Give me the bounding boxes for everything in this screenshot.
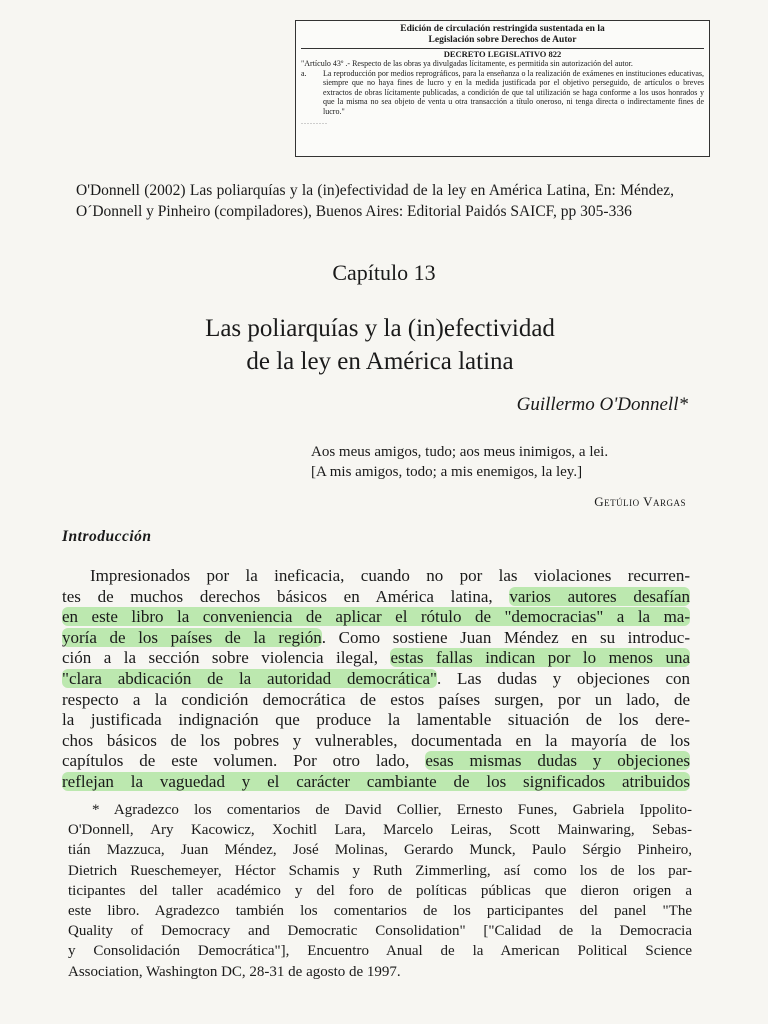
title-line-2: de la ley en América latina	[246, 348, 514, 375]
footnote-line: y Consolidación Democrática"], Encuentro Anual de la American Political Science	[68, 943, 692, 960]
text-line	[62, 772, 690, 793]
footnote-line: Dietrich Rueschemeyer, Héctor Schamis y Ruth Zimmerling, así como los de los par-	[68, 862, 692, 879]
chapter-number: Capítulo 13	[332, 260, 436, 285]
title-line-1: Las poliarquías y la (in)efectividad	[205, 315, 555, 342]
footnote	[68, 800, 692, 982]
footnote-line: * Agradezco los comentarios de David Collier, Ernesto Funes, Gabriela Ippolito-	[92, 802, 692, 818]
footnote-line: tián Mazzuca, Juan Méndez, José Molinas, Gerardo Munck, Paulo Sérgio Pinheiro,	[68, 842, 692, 859]
bibliographic-citation: O'Donnell (2002) Las poliarquías y la (in)efectividad de la ley en América Latina, En: Méndez, O´Donnell y Pinheiro (compiladores), Buenos Aires: Editorial Paidós SAICF, pp 305-336	[76, 182, 674, 220]
highlighted-text: yoría de los países de la región	[62, 627, 322, 647]
notice-heading-1: Edición de circulación restringida sustentada en la	[400, 24, 605, 34]
item-marker: a.	[301, 68, 307, 78]
epigraph	[311, 442, 608, 482]
text-line: chos básicos de los pobres y vulnerables, documentada en la mayoría de los	[62, 730, 690, 750]
highlighted-text: esas mismas dudas y objeciones	[425, 751, 690, 771]
epigraph-line-1: Aos meus amigos, tudo; aos meus inimigos, a lei.	[311, 444, 609, 460]
epigraph-line-2: [A mis amigos, todo; a mis enemigos, la ley.]	[311, 464, 583, 480]
chapter-title	[120, 312, 640, 378]
highlighted-text: en este libro la conveniencia de aplicar el rótulo de "democracias" a la ma-	[62, 607, 690, 627]
decree-title: DECRETO LEGISLATIVO 822	[301, 48, 704, 59]
item-text: La reproducción por medios reprográficos, para la enseñanza o la realización de exámenes en instituciones educativas, siempre que no haya fines de lucro y en la medida justificada por el objetivo perseguido, de artículos o breves extractos de obras lícitamente publicadas, a condición de que tal utilización se haga conforme a los usos honrados y que la misma no sea objeto de venta u otra transacción a título oneroso, ni tenga directa o indirectamente fines de lucro."	[323, 68, 704, 116]
text-line: ción a la sección sobre violencia ilegal, estas fallas indican por lo menos una	[62, 648, 690, 668]
text-line: respecto a la condición democrática de estos países surgen, por un lado, de	[62, 689, 690, 709]
highlighted-text: reflejan la vaguedad y el carácter cambiante de los significados atribuidos	[62, 771, 690, 791]
article-item	[301, 69, 704, 117]
notice-heading-2: Legislación sobre Derechos de Autor	[428, 35, 577, 45]
footnote-line: O'Donnell, Ary Kacowicz, Xochitl Lara, Marcelo Leiras, Scott Mainwaring, Sebas-	[68, 822, 692, 839]
text-line: yoría de los países de la región. Como sostiene Juan Méndez en su introduc-	[62, 627, 690, 647]
text-line	[62, 607, 690, 628]
highlighted-text: estas fallas indican por lo menos una	[390, 648, 690, 668]
footnote-line: este libro. Agradezco también los comentarios de los participantes del panel "The	[68, 903, 692, 920]
copyright-notice-box	[295, 20, 710, 157]
notice-dots: .........	[301, 116, 328, 126]
intro-paragraph	[62, 566, 690, 793]
footnote-line: ticipantes del taller académico y del foro de políticas públicas que dieron origen a	[68, 882, 692, 899]
highlighted-text: "clara abdicación de la autoridad democrática"	[62, 668, 437, 688]
text-line: la justificada indignación que produce la lamentable situación de los dere-	[62, 710, 690, 730]
section-heading: Introducción	[62, 528, 152, 545]
footnote-line: Association, Washington DC, 28-31 de agosto de 1997.	[68, 963, 401, 980]
author-name: Guillermo O'Donnell*	[516, 394, 688, 415]
footnote-line: Quality of Democracy and Democratic Consolidation" ["Calidad de la Democracia	[68, 923, 692, 940]
text-line: tes de muchos derechos básicos en América latina, varios autores desafían	[62, 586, 690, 606]
epigraph-author: Getúlio Vargas	[594, 494, 686, 509]
text-line: "clara abdicación de la autoridad democrática". Las dudas y objeciones con	[62, 668, 690, 688]
article-text: "Artículo 43º .- Respecto de las obras ya divulgadas lícitamente, es permitida sin autorización del autor.	[301, 59, 633, 68]
highlighted-text: varios autores desafían	[509, 586, 690, 606]
text-line: Impresionados por la ineficacia, cuando no por las violaciones recurren-	[90, 566, 690, 585]
text-line: capítulos de este volumen. Por otro lado, esas mismas dudas y objeciones	[62, 751, 690, 771]
